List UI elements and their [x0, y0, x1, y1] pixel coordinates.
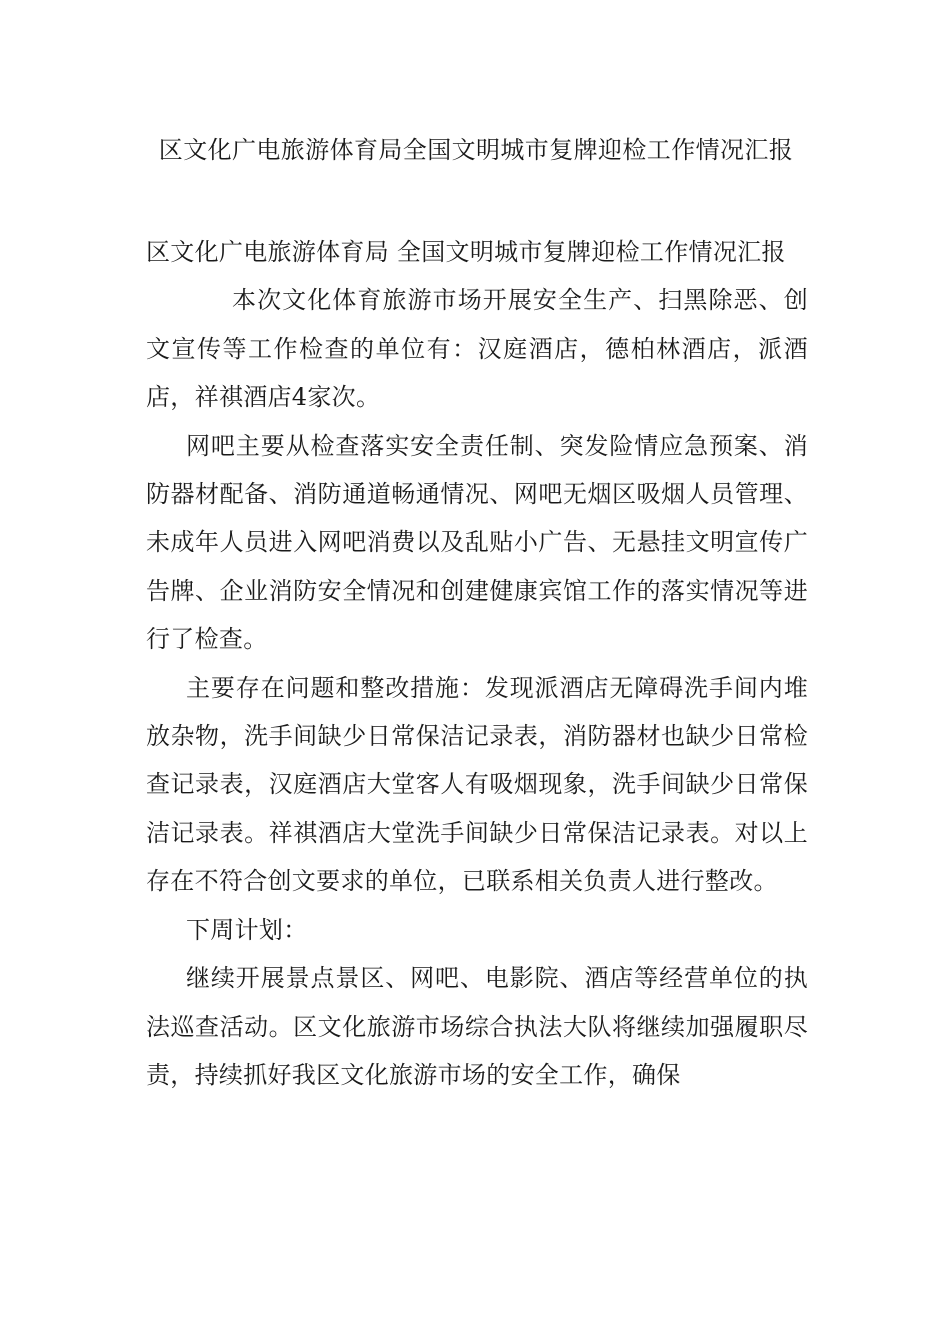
- document-title: 区文化广电旅游体育局全国文明城市复牌迎检工作情况汇报: [158, 136, 794, 164]
- document-body: [146, 228, 808, 1099]
- paragraph-problems-and-rectification: 主要存在问题和整改措施：发现派酒店无障碍洗手间内堆放杂物，洗手间缺少日常保洁记录表，消防器材也缺少日常检查记录表，汉庭酒店大堂客人有吸烟现象，洗手间缺少日常保洁记录表。祥祺酒店大堂洗手间缺少日常保洁记录表。对以上存在不符合创文要求的单位，已联系相关负责人进行整改。: [146, 673, 808, 896]
- paragraph-internet-cafe-inspection: 网吧主要从检查落实安全责任制、突发险情应急预案、消防器材配备、消防通道畅通情况、网吧无烟区吸烟人员管理、未成年人员进入网吧消费以及乱贴小广告、无悬挂文明宣传广告牌、企业消防安全情况和创建健康宾馆工作的落实情况等进行了检查。: [146, 431, 808, 654]
- paragraph-next-week-plan-heading: 下周计划：: [186, 915, 308, 944]
- document-subtitle: 区文化广电旅游体育局 全国文明城市复牌迎检工作情况汇报: [146, 238, 786, 266]
- paragraph-inspected-units: 本次文化体育旅游市场开展安全生产、扫黑除恶、创文宣传等工作检查的单位有：汉庭酒店，德柏林酒店，派酒店，祥祺酒店4家次。: [146, 286, 808, 412]
- paragraph-next-week-plan: 继续开展景点景区、网吧、电影院、酒店等经营单位的执法巡查活动。区文化旅游市场综合执法大队将继续加强履职尽责，持续抓好我区文化旅游市场的安全工作，确保: [146, 964, 808, 1089]
